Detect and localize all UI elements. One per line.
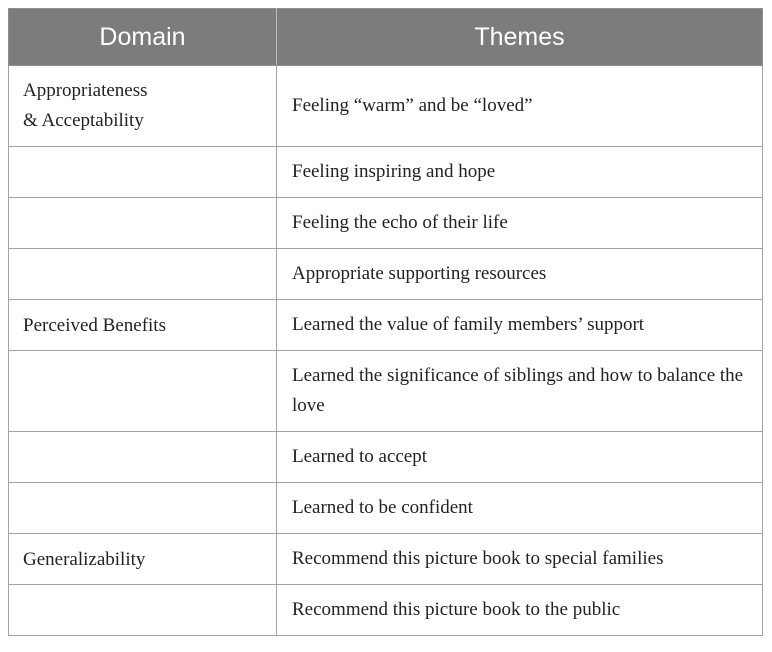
theme-cell: Learned to accept	[277, 432, 763, 483]
theme-cell: Learned the significance of siblings and how to balance the love	[277, 351, 763, 432]
theme-cell: Learned to be confident	[277, 483, 763, 534]
table-row	[9, 483, 763, 534]
domain-cell	[9, 483, 277, 534]
theme-cell: Feeling the echo of their life	[277, 198, 763, 249]
header-row	[9, 9, 763, 66]
table-row	[9, 585, 763, 636]
theme-cell: Feeling inspiring and hope	[277, 147, 763, 198]
table-row	[9, 351, 763, 432]
table-row	[9, 432, 763, 483]
theme-cell: Recommend this picture book to special families	[277, 534, 763, 585]
table-row	[9, 534, 763, 585]
domain-cell	[9, 147, 277, 198]
table-row	[9, 249, 763, 300]
domain-themes-table	[8, 8, 763, 636]
domain-cell	[9, 198, 277, 249]
domain-cell: Appropriateness & Acceptability	[9, 66, 277, 147]
theme-cell: Feeling “warm” and be “loved”	[277, 66, 763, 147]
table-row	[9, 300, 763, 351]
table-row	[9, 66, 763, 147]
table-row	[9, 147, 763, 198]
theme-cell: Learned the value of family members’ support	[277, 300, 763, 351]
domain-cell: Generalizability	[9, 534, 277, 585]
table-row	[9, 198, 763, 249]
theme-cell: Recommend this picture book to the public	[277, 585, 763, 636]
theme-cell: Appropriate supporting resources	[277, 249, 763, 300]
domain-cell: Perceived Benefits	[9, 300, 277, 351]
domain-cell	[9, 432, 277, 483]
domain-cell	[9, 351, 277, 432]
header-domain: Domain	[9, 9, 277, 66]
domain-cell	[9, 249, 277, 300]
header-themes: Themes	[277, 9, 763, 66]
domain-cell	[9, 585, 277, 636]
